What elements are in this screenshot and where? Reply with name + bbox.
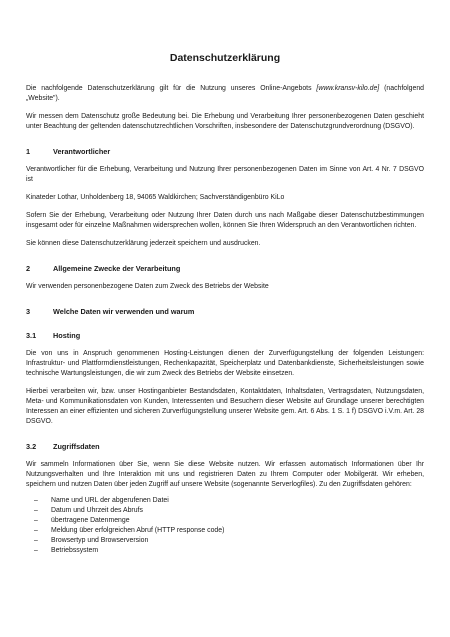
s31-paragraph-2: Hierbei verarbeiten wir, bzw. unser Hostinganbieter Bestandsdaten, Kontaktdaten, Inhaltsdaten, Vertragsdaten, Nutzungsdaten, Meta- und Kommunikationsdaten von Kunden, Interessenten und Besuchern dieser Website auf Grundlage unserer berechtigten Interessen an einer effizienten und sicheren Zurverfügungstellung unserer Website gem. Art. 6 Abs. 1 S. 1 f) DSGVO i.V.m. Art. 28 DSGVO. bbox=[26, 388, 424, 425]
section-number: 1 bbox=[26, 147, 31, 156]
section-number: 3 bbox=[26, 307, 31, 316]
s1-paragraph-3: Sofern Sie der Erhebung, Verarbeitung oder Nutzung Ihrer Daten durch uns nach Maßgabe dieser Datenschutzbestimmungen insgesamt oder für einzelne Maßnahmen widersprechen wollen, können Sie Ihren Widerspruch an den Verantwortlichen richten. bbox=[26, 212, 424, 229]
section-heading-2 bbox=[26, 264, 424, 273]
s2-paragraph-1: Wir verwenden personenbezogene Daten zum Zweck des Betriebs der Website bbox=[26, 283, 269, 290]
list-item-text: übertragene Datenmenge bbox=[51, 517, 130, 524]
section-title: Allgemeine Zwecke der Verarbeitung bbox=[53, 264, 181, 273]
list-item bbox=[26, 526, 424, 536]
section-heading-1 bbox=[26, 147, 424, 156]
s31-paragraph-1: Die von uns in Anspruch genommenen Hosting-Leistungen dienen der Zurverfügungstellung der folgenden Leistungen: Infrastruktur- und Plattformdienstleistungen, Rechenkapazität, Speicherplatz und Datenbankdienste, Sicherheitsleistungen sowie technische Wartungsleistungen, die wir zum Zweck des Betriebs der Website einsetzen. bbox=[26, 350, 424, 377]
list-dash: – bbox=[34, 537, 38, 544]
list-item-text: Datum und Uhrzeit des Abrufs bbox=[51, 507, 143, 514]
section-title: Verantwortlicher bbox=[53, 147, 111, 156]
s1-paragraph-2: Kinateder Lothar, Unholdenberg 18, 94065 Waldkirchen; Sachverständigenbüro KiLo bbox=[26, 194, 285, 201]
list-item bbox=[26, 546, 424, 556]
s1-paragraph-4: Sie können diese Datenschutzerklärung jederzeit speichern und ausdrucken. bbox=[26, 240, 261, 247]
section-title: Zugriffsdaten bbox=[53, 442, 100, 451]
list-dash: – bbox=[34, 517, 38, 524]
list-item bbox=[26, 506, 424, 516]
list-item-text: Betriebssystem bbox=[51, 547, 99, 554]
intro-text-pre: Die nachfolgende Datenschutzerklärung gilt für die Nutzung unseres Online-Angebots bbox=[26, 85, 317, 92]
list-dash: – bbox=[34, 547, 38, 554]
access-data-list bbox=[26, 496, 424, 556]
intro-paragraph-2: Wir messen dem Datenschutz große Bedeutung bei. Die Erhebung und Verarbeitung Ihrer personenbezogenen Daten geschieht unter Beachtung der geltenden datenschutzrechtlichen Vorschriften, insbesondere der Datenschutzgrundverordnung (DSGVO). bbox=[26, 113, 424, 130]
s32-paragraph-1: Wir sammeln Informationen über Sie, wenn Sie diese Website nutzen. Wir erfassen automatisch Informationen über Ihr Nutzungsverhalten und Ihre Interaktion mit uns und registrieren Daten zu Ihrem Computer oder Mobilgerät. Wir erheben, speichern und nutzen Daten über jeden Zugriff auf unsere Website (sogenannte Serverlogfiles). Zu den Zugriffsdaten gehören: bbox=[26, 461, 424, 488]
list-item bbox=[26, 496, 424, 506]
section-title: Hosting bbox=[53, 331, 81, 340]
list-dash: – bbox=[34, 527, 38, 534]
list-dash: – bbox=[34, 507, 38, 514]
list-dash: – bbox=[34, 497, 38, 504]
section-heading-3-2 bbox=[26, 442, 424, 451]
page-title: Datenschutzerklärung bbox=[169, 52, 281, 64]
section-title: Welche Daten wir verwenden und warum bbox=[53, 307, 195, 316]
list-item bbox=[26, 536, 424, 546]
website-link[interactable]: [www.kransv-kilo.de] bbox=[316, 85, 380, 92]
section-number: 2 bbox=[26, 264, 31, 273]
s1-paragraph-1: Verantwortlicher für die Erhebung, Verarbeitung und Nutzung Ihrer personenbezogenen Daten im Sinne von Art. 4 Nr. 7 DSGVO ist bbox=[26, 166, 424, 183]
list-item-text: Name und URL der abgerufenen Datei bbox=[51, 497, 169, 504]
list-item bbox=[26, 516, 424, 526]
intro-paragraph-1 bbox=[26, 84, 424, 104]
intro-text-post: (nachfolgend „Website"). bbox=[26, 85, 424, 102]
section-number: 3.1 bbox=[26, 331, 37, 340]
section-heading-3 bbox=[26, 307, 424, 316]
section-heading-3-1 bbox=[26, 331, 424, 340]
section-number: 3.2 bbox=[26, 442, 37, 451]
list-item-text: Meldung über erfolgreichen Abruf (HTTP response code) bbox=[51, 527, 225, 534]
list-item-text: Browsertyp und Browserversion bbox=[51, 537, 149, 544]
